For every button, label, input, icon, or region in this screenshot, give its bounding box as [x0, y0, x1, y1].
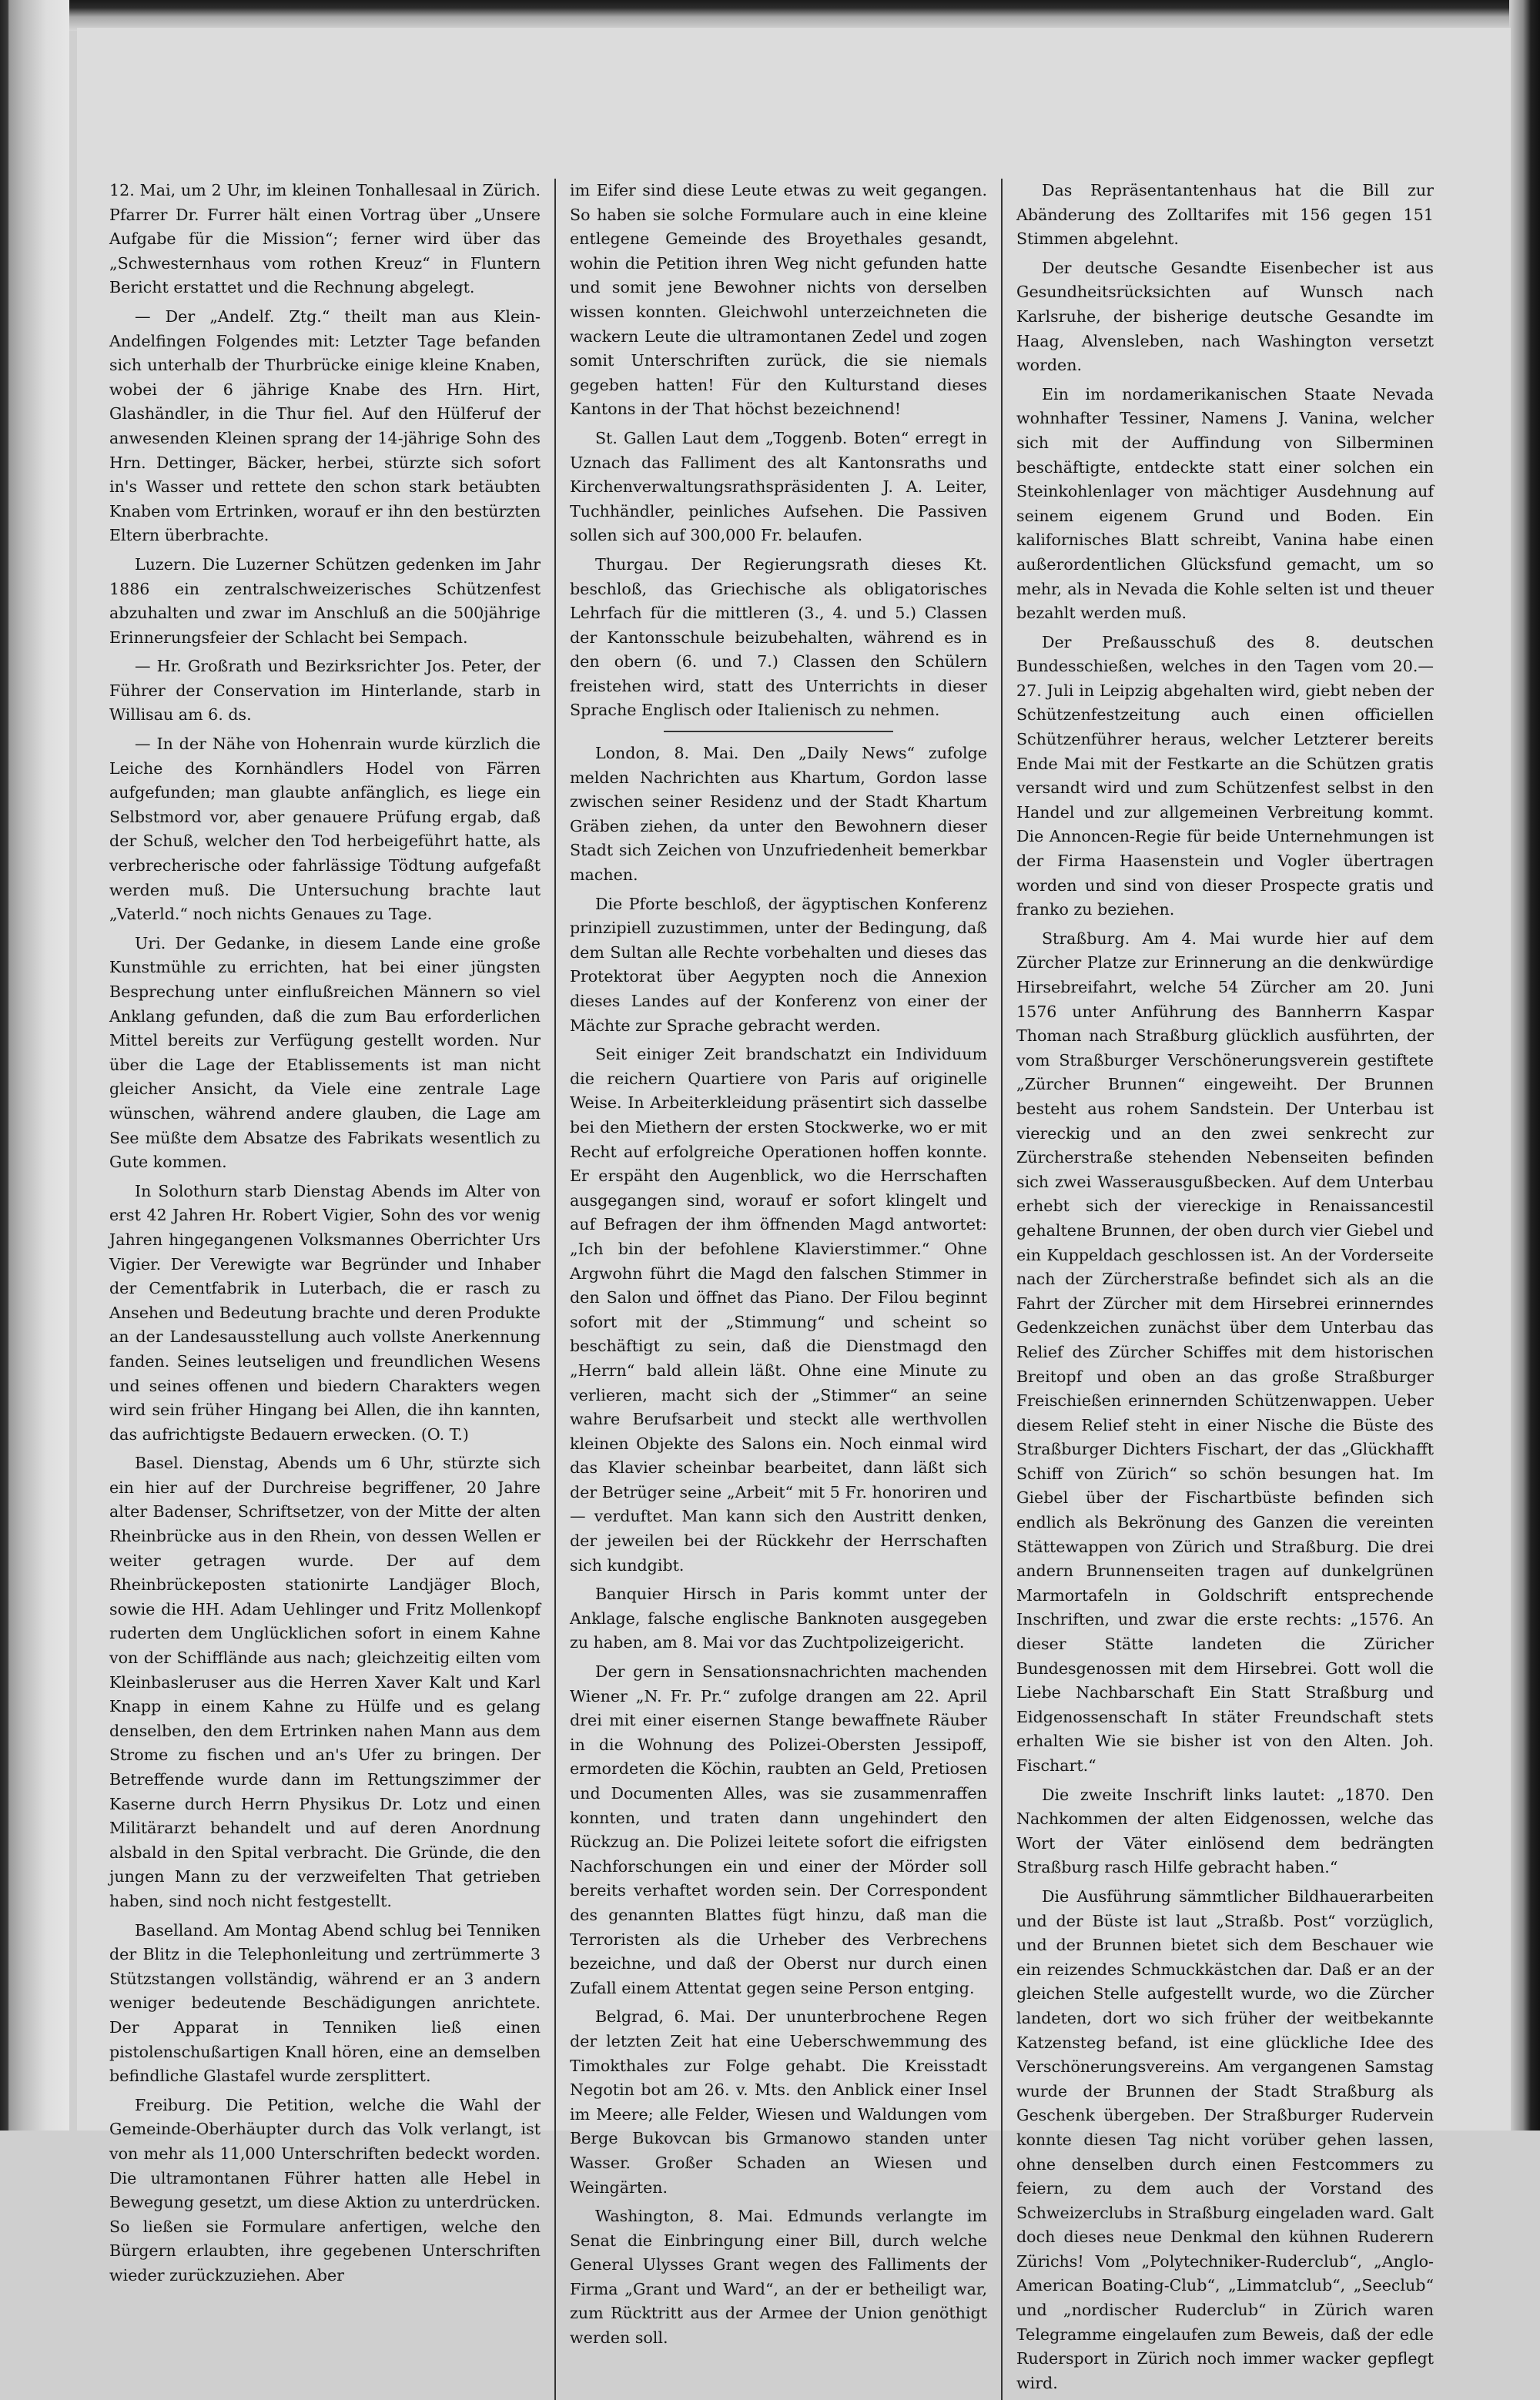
article-paragraph: London, 8. Mai. Den „Daily News“ zufolge melden Nachrichten aus Khartum, Gordon lasse zwischen seiner Residenz und der Stadt Khartum Gräben ziehen, da unter den Bewohnern dieser Stadt sich Zeichen von Unzufriedenheit bemerkbar machen.: [570, 744, 987, 885]
article-paragraph: Belgrad, 6. Mai. Der ununterbrochene Regen der letzten Zeit hat eine Ueberschwemmung des Timokthales zur Folge gehabt. Die Kreisstadt Negotin bot am 26. v. Mts. den Anblick einer Insel im Meere; alle Felder, Wiesen und Waldungen vom Berge Bukovcan bis Grmanowo standen unter Wasser. Großer Schaden an Wiesen und Weingärten.: [570, 2007, 987, 2197]
article-paragraph: Washington, 8. Mai. Edmunds verlangte im Senat die Einbringung einer Bill, durch welche General Ulysses Grant wegen des Falliments der Firma „Grant und Ward“, an der er betheiligt war, zum Rücktritt aus der Armee der Union genöthigt werden soll.: [570, 2207, 987, 2348]
scan-right-edge: [1509, 0, 1540, 2131]
article-paragraph: Ein im nordamerikanischen Staate Nevada wohnhafter Tessiner, Namens J. Vanina, welcher sich mit der Auffindung von Silberminen beschäftigte, entdeckte statt einer solchen ein Steinkohlenlager von mächtiger Ausdehnung auf seinem eigenem Grund und Boden. Ein kalifornisches Blatt schreibt, Vanina habe einen außerordentlichen Glücksfund gemacht, um so mehr, als in Nevada die Kohle selten ist und theuer bezahlt werden muß.: [1016, 384, 1434, 623]
article-paragraph: Uri. Der Gedanke, in diesem Lande eine große Kunstmühle zu errichten, hat bei einer jüngsten Besprechung unter einflußreichen Männern so viel Anklang gefunden, daß die zum Bau erforderlichen Mittel bereits zur Verfügung gestellt worden. Nur über die Lage der Etablissements ist man nicht gleicher Ansicht, da Viele eine zentrale Lage wünschen, während andere glauben, die Lage am See müßte dem Absatze des Fabrikats wesentlich zu Gute kommen.: [109, 933, 541, 1172]
article-paragraph: St. Gallen Laut dem „Toggenb. Boten“ erregt in Uznach das Falliment des alt Kantonsraths und Kirchenverwaltungsrathspräsidenten J. A. Leiter, Tuchhändler, peinliches Aufsehen. Die Passiven sollen sich auf 300,000 Fr. belaufen.: [570, 428, 987, 545]
article-paragraph: Seit einiger Zeit brandschatzt ein Individuum die reichern Quartiere von Paris auf originelle Weise. In Arbeiterkleidung präsentirt sich dasselbe bei den Miethern der ersten Stockwerke, wo er mit Recht auf erfolgreiche Operationen hoffen konnte. Er erspäht den Augenblick, wo die Herrschaften ausgegangen sind, worauf er sofort klingelt und auf Befragen der ihm öffnenden Magd antwortet: „Ich bin der befohlene Klavierstimmer.“ Ohne Argwohn führt die Magd den falschen Stimmer in den Salon und öffnet das Piano. Der Filou beginnt sofort mit der „Stimmung“ und scheint so beschäftigt zu sein, daß die Dienstmagd den „Herrn“ bald allein läßt. Ohne eine Minute zu verlieren, macht sich der „Stimmer“ an seine wahre Berufsarbeit und steckt alle werthvollen kleinen Objekte des Salons ein. Noch einmal wird das Klavier scheinbar bearbeitet, dann läßt sich der Betrüger seine „Arbeit“ mit 5 Fr. honoriren und — verduftet. Man kann sich den Austritt denken, der jeweilen bei der Rückkehr der Herrschaften sich kundgibt.: [570, 1045, 987, 1575]
column-2: [554, 179, 1001, 2400]
section-divider: [664, 731, 893, 732]
column-1: [108, 179, 554, 2400]
article-paragraph: im Eifer sind diese Leute etwas zu weit gegangen. So haben sie solche Formulare auch in eine kleine entlegene Gemeinde des Broyethales gesandt, wohin die Petition ihren Weg nicht gefunden hatte und somit jene Bewohner nichts von derselben wissen konnten. Gleichwohl unterzeichneten die wackern Leute die ultramontanen Zedel und zogen somit Unterschriften zurück, die sie niemals gegeben hatten! Für den Kulturstand dieses Kantons in der That höchst bezeichnend!: [570, 181, 987, 419]
article-paragraph: — Der „Andelf. Ztg.“ theilt man aus Klein-Andelfingen Folgendes mit: Letzter Tage befanden sich unterhalb der Thurbrücke einige kleine Knaben, wobei der 6 jährige Knabe des Hrn. Hirt, Glashändler, in die Thur fiel. Auf den Hülferuf der anwesenden Kleinen sprang der 14-jährige Sohn des Hrn. Dettinger, Bäcker, herbei, stürzte sich sofort in's Wasser und rettete den schon stark betäubten Knaben vom Ertrinken, worauf er ihn den bestürzten Eltern überbrachte.: [109, 306, 541, 545]
scan-binding-edge: [0, 0, 69, 2131]
article-paragraph: Luzern. Die Luzerner Schützen gedenken im Jahr 1886 ein zentralschweizerisches Schützenfest abzuhalten und zwar im Anschluß an die 500jährige Erinnerungsfeier der Schlacht bei Sempach.: [109, 554, 541, 647]
article-paragraph: Basel. Dienstag, Abends um 6 Uhr, stürzte sich ein hier auf der Durchreise begriffener, 20 Jahre alter Badenser, Schriftsetzer, von der Mitte der alten Rheinbrücke aus in den Rhein, von dessen Wellen er weiter getragen wurde. Der auf dem Rheinbrückeposten stationirte Landjäger Bloch, sowie die HH. Adam Uehlinger und Fritz Mollenkopf ruderten dem Unglücklichen sofort in einem Kahne von der Schifflände aus nach; gleichzeitig eilten vom Kleinbasleruser aus die Herren Xaver Kalt und Karl Knapp in einem Kahne zu Hülfe und es gelang denselben, den dem Ertrinken nahen Mann aus dem Strome zu fischen und an's Ufer zu bringen. Der Betreffende wurde dann im Rettungszimmer der Kaserne durch Herrn Physikus Dr. Lotz und einen Militärarzt behandelt und auf deren Anordnung alsbald in den Spital verbracht. Die Gründe, die den jungen Mann zu der verzweifelten That getrieben haben, sind noch nicht festgestellt.: [109, 1454, 541, 1910]
article-paragraph: — Hr. Großrath und Bezirksrichter Jos. Peter, der Führer der Conservation im Hinterlande, starb in Willisau am 6. ds.: [109, 657, 541, 725]
article-paragraph: Die zweite Inschrift links lautet: „1870. Den Nachkommen der alten Eidgenossen, welche das Wort der Väter einlösend dem bedrängten Straßburg rasch Hilfe gebracht haben.“: [1016, 1785, 1434, 1877]
article-columns: [108, 179, 1448, 2392]
article-paragraph: Baselland. Am Montag Abend schlug bei Tenniken der Blitz in die Telephonleitung und zertrümmerte 3 Stützstangen vollständig, während er an 3 andern weniger bedeutende Beschädigungen anrichtete. Der Apparat in Tenniken ließ einen pistolenschußartigen Knall hören, eine an demselben befindliche Glastafel wurde zersplittert.: [109, 1920, 541, 2086]
article-paragraph: Thurgau. Der Regierungsrath dieses Kt. beschloß, das Griechische als obligatorisches Lehrfach für die mittleren (3., 4. und 5.) Classen der Kantonsschule beizubehalten, während es in den obern (6. und 7.) Classen den Schülern freistehen wird, statt des Unterrichts in dieser Sprache Englisch oder Italienisch zu nehmen.: [570, 554, 987, 720]
article-paragraph: Der deutsche Gesandte Eisenbecher ist aus Gesundheitsrücksichten auf Wunsch nach Karlsruhe, der bisherige deutsche Gesandte im Haag, Alvensleben, nach Washington versetzt worden.: [1016, 258, 1434, 375]
article-paragraph: — In der Nähe von Hohenrain wurde kürzlich die Leiche des Kornhändlers Hodel von Färren aufgefunden; man glaubte anfänglich, es liege ein Selbstmord vor, aber genauere Prüfung ergab, daß der Schuß, welcher den Tod herbeigeführt hatte, als verbrecherische oder fahrlässige Tödtung aufgefaßt werden muß. Die Untersuchung brachte laut „Vaterld.“ noch nichts Genaues zu Tage.: [109, 735, 541, 924]
article-paragraph: In Solothurn starb Dienstag Abends im Alter von erst 42 Jahren Hr. Robert Vigier, Sohn des vor wenig Jahren hingegangenen Volksmannes Oberrichter Urs Vigier. Der Verewigte war Begründer und Inhaber der Cementfabrik in Luterbach, die er rasch zu Ansehen und Bedeutung brachte und deren Produkte an der Landesausstellung auch vollste Anerkennung fanden. Seines leutseligen und freundlichen Wesens und seines offenen und biedern Charakters wegen wird sein früher Hingang bei Allen, die ihn kannten, das aufrichtigste Bedauern erwecken. (O. T.): [109, 1181, 541, 1444]
article-paragraph: Der gern in Sensationsnachrichten machenden Wiener „N. Fr. Pr.“ zufolge drangen am 22. April drei mit einer eisernen Stange bewaffnete Räuber in die Wohnung des Polizei-Obersten Jessipoff, ermordeten die Köchin, raubten an Geld, Pretiosen und Documenten Alles, was sie zusammenraffen konnten, und traten dann ungehindert den Rückzug an. Die Polizei leitete sofort die eifrigsten Nachforschungen ein und einer der Mörder soll bereits verhaftet worden sein. Der Correspondent des genannten Blattes fügt hinzu, daß man die Terroristen als die Urheber des Verbrechens bezeichne, und daß der Oberst nur durch einen Zufall einem Attentat gegen seine Person entging.: [570, 1662, 987, 1997]
article-paragraph: 12. Mai, um 2 Uhr, im kleinen Tonhallesaal in Zürich. Pfarrer Dr. Furrer hält einen Vortrag über „Unsere Aufgabe für die Mission“; ferner wird über das „Schwesternhaus vom rothen Kreuz“ in Fluntern Bericht erstattet und die Rechnung abgelegt.: [109, 181, 541, 297]
article-paragraph: Banquier Hirsch in Paris kommt unter der Anklage, falsche englische Banknoten ausgegeben zu haben, am 8. Mai vor das Zuchtpolizeigericht.: [570, 1585, 987, 1652]
article-paragraph: Freiburg. Die Petition, welche die Wahl der Gemeinde-Oberhäupter durch das Volk verlangt, ist von mehr als 11,000 Unterschriften bedeckt worden. Die ultramontanen Führer hatten alle Hebel in Bewegung gesetzt, um diese Aktion zu unterdrücken. So ließen sie Formulare anfertigen, welche den Bürgern erlaubten, ihre gegebenen Unterschriften wieder zurückzuziehen. Aber: [109, 2095, 541, 2285]
article-paragraph: Straßburg. Am 4. Mai wurde hier auf dem Zürcher Platze zur Erinnerung an die denkwürdige Hirsebreifahrt, welche 54 Zürcher am 20. Juni 1576 unter Anführung des Bannherrn Kaspar Thoman nach Straßburg glücklich ausführten, der vom Straßburger Verschönerungsverein gestiftete „Zürcher Brunnen“ eingeweiht. Der Brunnen besteht aus rohem Sandstein. Der Unterbau ist viereckig und an den zwei senkrecht zur Zürcherstraße stehenden Nebenseiten befinden sich zwei Wasserausgußbecken. Auf dem Unterbau erhebt sich der viereckige in Renaissancestil gehaltene Brunnen, der oben durch vier Giebel und ein Kuppeldach geschlossen ist. An der Vorderseite nach der Zürcherstraße befindet sich als an die Fahrt der Zürcher mit dem Hirsebrei erinnerndes Gedenkzeichen zunächst über dem Unterbau das Relief des Zürcher Schiffes mit dem historischen Breitopf und oben an das große Straßburger Freischießen erinnernden Schützenwappen. Ueber diesem Relief steht in einer Nische die Büste des Straßburger Dichters Fischart, der das „Glückhafft Schiff von Zürich“ so schön besungen hat. Im Giebel über der Fischartbüste befinden sich endlich als Bekrönung des Ganzen die vereinten Stättewappen von Zürich und Straßburg. Die drei andern Brunnenseiten tragen auf dunkelgrünen Marmortafeln in Goldschrift entsprechende Inschriften, und zwar die erste rechts: „1576. An dieser Stätte landeten die Züricher Bundesgenossen mit dem Hirsebrei. Gott woll die Liebe Nachbarschaft Ein Statt Straßburg und Eidgenossenschaft In stäter Freundschaft stets erhalten Wie sie bisher ist von den Alten. Joh. Fischart.“: [1016, 929, 1434, 1775]
column-3: [1001, 179, 1448, 2400]
article-paragraph: Die Pforte beschloß, der ägyptischen Konferenz prinzipiell zuzustimmen, unter der Bedingung, daß dem Sultan alle Rechte vorbehalten und dieses das Protektorat über Aegypten noch die Annexion dieses Landes auf der Konferenz von einer der Mächte zur Sprache gebracht werden.: [570, 894, 987, 1035]
article-paragraph: Das Repräsentantenhaus hat die Bill zur Abänderung des Zolltarifes mit 156 gegen 151 Stimmen abgelehnt.: [1016, 181, 1434, 249]
scan-top-edge: [0, 0, 1540, 31]
article-paragraph: Die Ausführung sämmtlicher Bildhauerarbeiten und der Büste ist laut „Straßb. Post“ vorzüglich, und der Brunnen bietet sich dem Beschauer wie ein reizendes Schmuckkästchen dar. Daß er an der gleichen Stelle aufgestellt wurde, wo die Zürcher landeten, dort wo sich früher der weitbekannte Katzensteg befand, ist eine glückliche Idee des Verschönerungsvereins. Am vergangenen Samstag wurde der Brunnen der Stadt Straßburg als Geschenk übergeben. Der Straßburger Rudervein konnte diesen Tag nicht vorüber gehen lassen, ohne denselben durch einen Festcommers zu feiern, zu dem auch der Vorstand des Schweizerclubs in Straßburg eingeladen ward. Galt doch dieses neue Denkmal den kühnen Ruderern Zürichs! Vom „Polytechniker-Ruderclub“, „Anglo-American Boating-Club“, „Limmatclub“, „Seeclub“ und „nordischer Ruderclub“ in Zürich waren Telegramme eingelaufen zum Beweis, daß der edle Rudersport in Zürich noch immer wacker gepflegt wird.: [1016, 1886, 1434, 2392]
article-paragraph: Der Preßausschuß des 8. deutschen Bundesschießen, welches in den Tagen vom 20.—27. Juli in Leipzig abgehalten wird, giebt neben der Schützenfestzeitung auch einen officiellen Schützenführer heraus, welcher Letzterer bereits Ende Mai mit der Festkarte an die Schützen gratis versandt wird und zum Schützenfest selbst in den Handel und zur allgemeinen Verbreitung kommt. Die Annoncen-Regie für beide Unternehmungen ist der Firma Haasenstein und Vogler übertragen worden und sind von dieser Prospecte gratis und franko zu beziehen.: [1016, 632, 1434, 919]
